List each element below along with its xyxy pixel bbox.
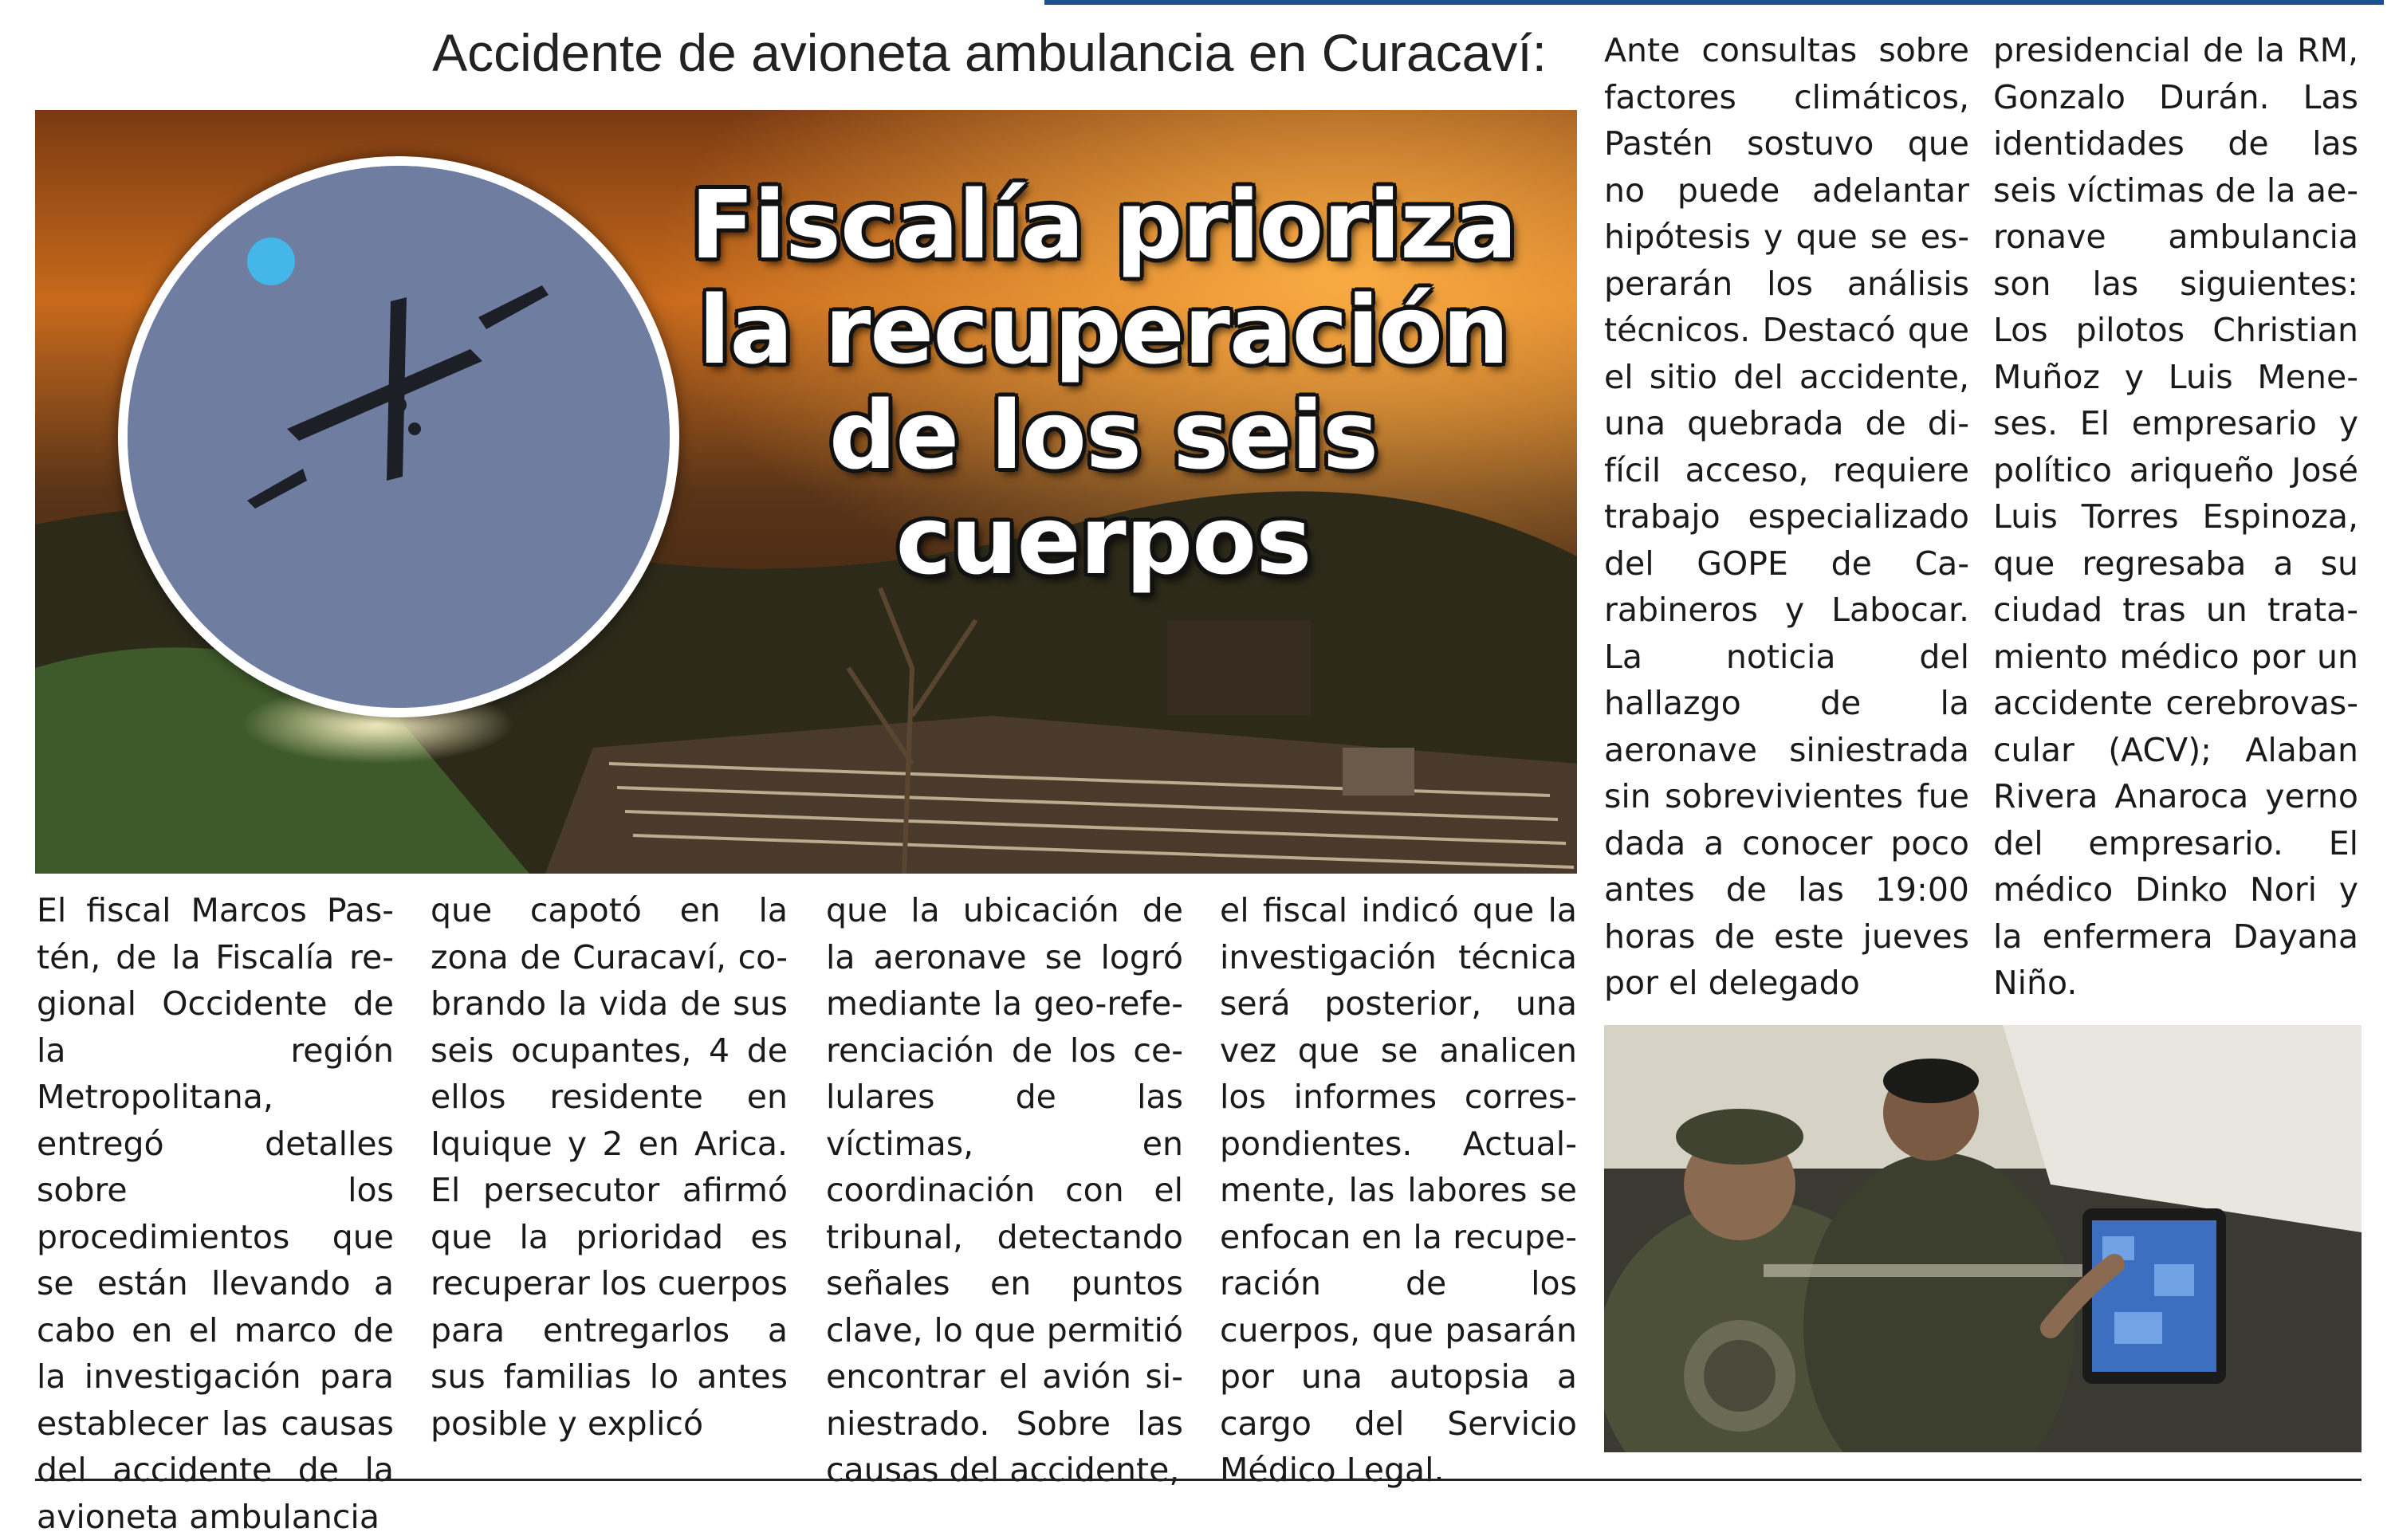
hero-photo: [35, 110, 1577, 874]
body-paragraph: que la ubicación de la aeronave se logró mediante la geo-referenciación de los celulares de las víctimas, en coordinación con el tribunal, detectando señales en puntos clave, lo que permitió encontrar el avión siniestrado. Sobre las causas del accidente,: [826, 891, 1183, 1489]
headline: [657, 172, 1550, 593]
body-paragraph: Ante consultas sobre factores climáticos, Pastén sostuvo que no puede adelantar hipótesis y que se esperarán los análisis técnicos. Destacó que el sitio del accidente, una quebrada de difícil acceso, requiere trabajo especializado del GOPE de Carabineros y Labocar. La noticia del hallazgo de la aeronave siniestrada sin sobrevivientes fue dada a conocer poco antes de las 19:00 horas de este jueves por el delegado: [1604, 31, 1969, 1002]
body-column-5: [1604, 27, 1969, 1007]
inset-airplane-photo: [118, 156, 679, 717]
secondary-photo: [1604, 1025, 2362, 1452]
kicker-title: Accidente de avioneta ambulancia en Curacaví:: [432, 23, 1547, 82]
body-paragraph: presidencial de la RM, Gonzalo Durán. Las identidades de las seis víctimas de la aeronave ambulancia son las siguientes: Los pilotos Christian Muñoz y Luis Meneses. El empresario y político ariqueño José Luis Torres Espinoza, que regresaba a su ciudad tras un tratamiento médico por un accidente cerebrovascular (ACV); Alaban Rivera Anaroca yerno del empresario. El médico Dinko Nori y la enfermera Dayana Niño.: [1993, 31, 2358, 1002]
body-column-6: [1993, 27, 2358, 1007]
airplane-icon: [128, 166, 670, 708]
top-rule: [1044, 0, 2384, 5]
body-column-3: [826, 887, 1183, 1494]
headline-line-1: Fiscalía prioriza: [690, 170, 1517, 280]
body-column-2: [431, 887, 788, 1447]
bottom-rule: [35, 1479, 2362, 1481]
body-paragraph: que capotó en la zona de Curacaví, cobrando la vida de sus seis ocupantes, 4 de ellos residente en Iquique y 2 en Arica. El persecutor afirmó que la prioridad es recuperar los cuerpos para entregarlos a sus familias lo antes posible y explicó: [431, 891, 788, 1443]
officers-monitor-icon: [1604, 1025, 2362, 1452]
body-column-1: [37, 887, 394, 1540]
body-paragraph: el fiscal indicó que la investigación técnica será posterior, una vez que se analicen los informes correspondientes. Actualmente, las labores se enfocan en la recuperación de los cuerpos, que pasarán por una autopsia a cargo del Servicio Médico Legal.: [1220, 891, 1577, 1489]
headline-line-3: de los seis cuerpos: [828, 380, 1378, 595]
headline-line-2: la recuperación: [698, 275, 1509, 385]
body-paragraph: El fiscal Marcos Pastén, de la Fiscalía regional Occidente de la región Metropolitana, entregó detalles sobre los procedimientos que se están llevando a cabo en el marco de la investigación para establecer las causas del accidente de la avioneta ambulancia: [37, 891, 394, 1536]
body-column-4: [1220, 887, 1577, 1494]
